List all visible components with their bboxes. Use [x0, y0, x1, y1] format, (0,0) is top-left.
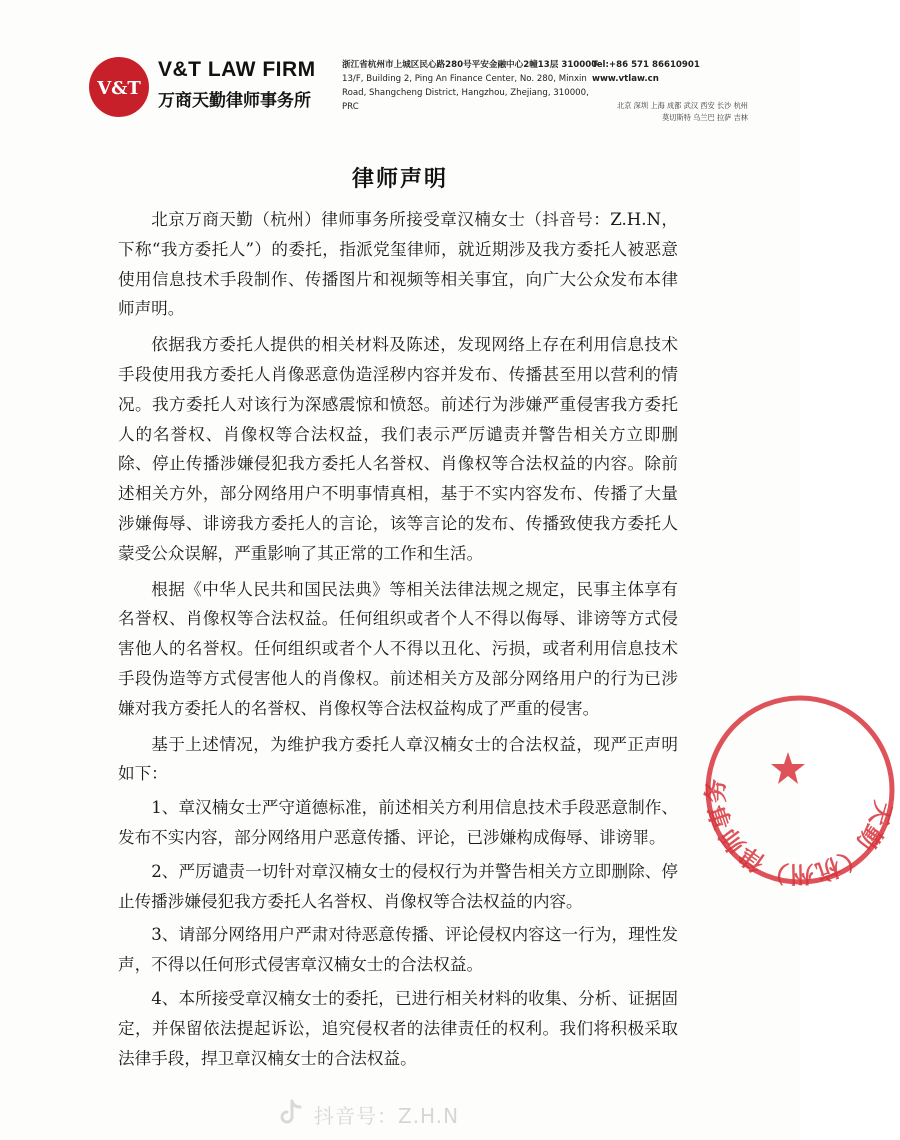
declaration-item-4: 4、本所接受章汉楠女士的委托，已进行相关材料的收集、分析、证据固定，并保留依法提起诉讼，追究侵权者的法律责任的权利。我们将积极采取法律手段，捍卫章汉楠女士的合法权益。 [118, 988, 678, 1068]
official-seal-icon [700, 690, 900, 890]
douyin-logo-icon [280, 1100, 302, 1126]
letterhead [88, 52, 748, 132]
declaration-item-3: 3、请部分网络用户严肃对待恶意传播、评论侵权内容这一行为，理性发声，不得以任何形式侵害章汉楠女士的合法权益。 [118, 925, 678, 975]
statement-body [118, 205, 678, 1077]
declaration-item-2: 2、严厉谴责一切针对章汉楠女士的侵权行为并警告相关方立即删除、停止传播涉嫌侵犯我方委托人名誉权、肖像权等合法权益的内容。 [118, 861, 678, 911]
declaration-item-1: 1、章汉楠女士严守道德标准，前述相关方利用信息技术手段恶意制作、发布不实内容，部分网络用户恶意传播、评论，已涉嫌构成侮辱、诽谤罪。 [118, 798, 678, 847]
firm-website: www.vtlaw.cn [592, 74, 659, 84]
svg-text:天勤（杭州）律师事务: 天勤（杭州）律师事务 [701, 778, 898, 889]
address-en-line2: Road, Shangcheng District, Hangzhou, Zhejiang, 310000, PRC [342, 88, 589, 112]
firm-logo-icon [88, 56, 150, 118]
firm-name-cn: 万商天勤律师事务所 [158, 91, 311, 111]
firm-contact [592, 58, 712, 86]
office-cities [608, 100, 748, 124]
office-cities-line1: 北京 深圳 上海 成都 武汉 西安 长沙 杭州 [617, 101, 748, 110]
firm-tel: Tel:+86 571 86610901 [592, 60, 700, 70]
douyin-watermark [280, 1098, 540, 1128]
firm-address [342, 58, 602, 114]
watermark-text: 抖音号：Z.H.N [314, 1104, 460, 1128]
paragraph-intro: 北京万商天勤（杭州）律师事务所接受章汉楠女士（抖音号：Z.H.N，下称“我方委托人”）的委托，指派党玺律师，就近期涉及我方委托人被恶意使用信息技术手段制作、传播图片和视频等相关事宜，向广大公众发布本律师声明。 [118, 210, 678, 319]
office-cities-line2: 莫切斯特 乌兰巴 拉萨 吉林 [662, 113, 748, 122]
paragraph-declaration-lead: 基于上述情况，为维护我方委托人章汉楠女士的合法权益，现严正声明如下： [118, 734, 678, 784]
address-en-line1: 13/F, Building 2, Ping An Finance Center, No. 280, Minxin [342, 74, 587, 84]
paragraph-legal-basis: 根据《中华人民共和国民法典》等相关法律法规之规定，民事主体享有名誉权、肖像权等合法权益。任何组织或者个人不得以侮辱、诽谤等方式侵害他人的名誉权。任何组织或者个人不得以丑化、污损，或者利用信息技术手段伪造等方式侵害他人的肖像权。前述相关方及部分网络用户的行为已涉嫌对我方委托人的名誉权、肖像权等合法权益构成了严重的侵害。 [118, 579, 678, 718]
paragraph-facts: 依据我方委托人提供的相关材料及陈述，发现网络上存在利用信息技术手段使用我方委托人肖像恶意伪造淫秽内容并发布、传播甚至用以营利的情况。我方委托人对该行为深感震惊和愤怒。前述行为涉嫌严重侵害我方委托人的名誉权、肖像权等合法权益，我们表示严厉谴责并警告相关方立即删除、停止传播涉嫌侵犯我方委托人名誉权、肖像权等合法权益的内容。除前述相关方外，部分网络用户不明事情真相，基于不实内容发布、传播了大量涉嫌侮辱、诽谤我方委托人的言论，该等言论的发布、传播致使我方委托人蒙受公众误解，严重影响了其正常的工作和生活。 [118, 335, 678, 563]
svg-text:V&T: V&T [97, 78, 141, 99]
document-title: 律师声明 [351, 167, 448, 192]
address-cn: 浙江省杭州市上城区民心路280号平安金融中心2幢13层 310000 [342, 60, 598, 70]
firm-name-en: V&T LAW FIRM [158, 58, 316, 81]
